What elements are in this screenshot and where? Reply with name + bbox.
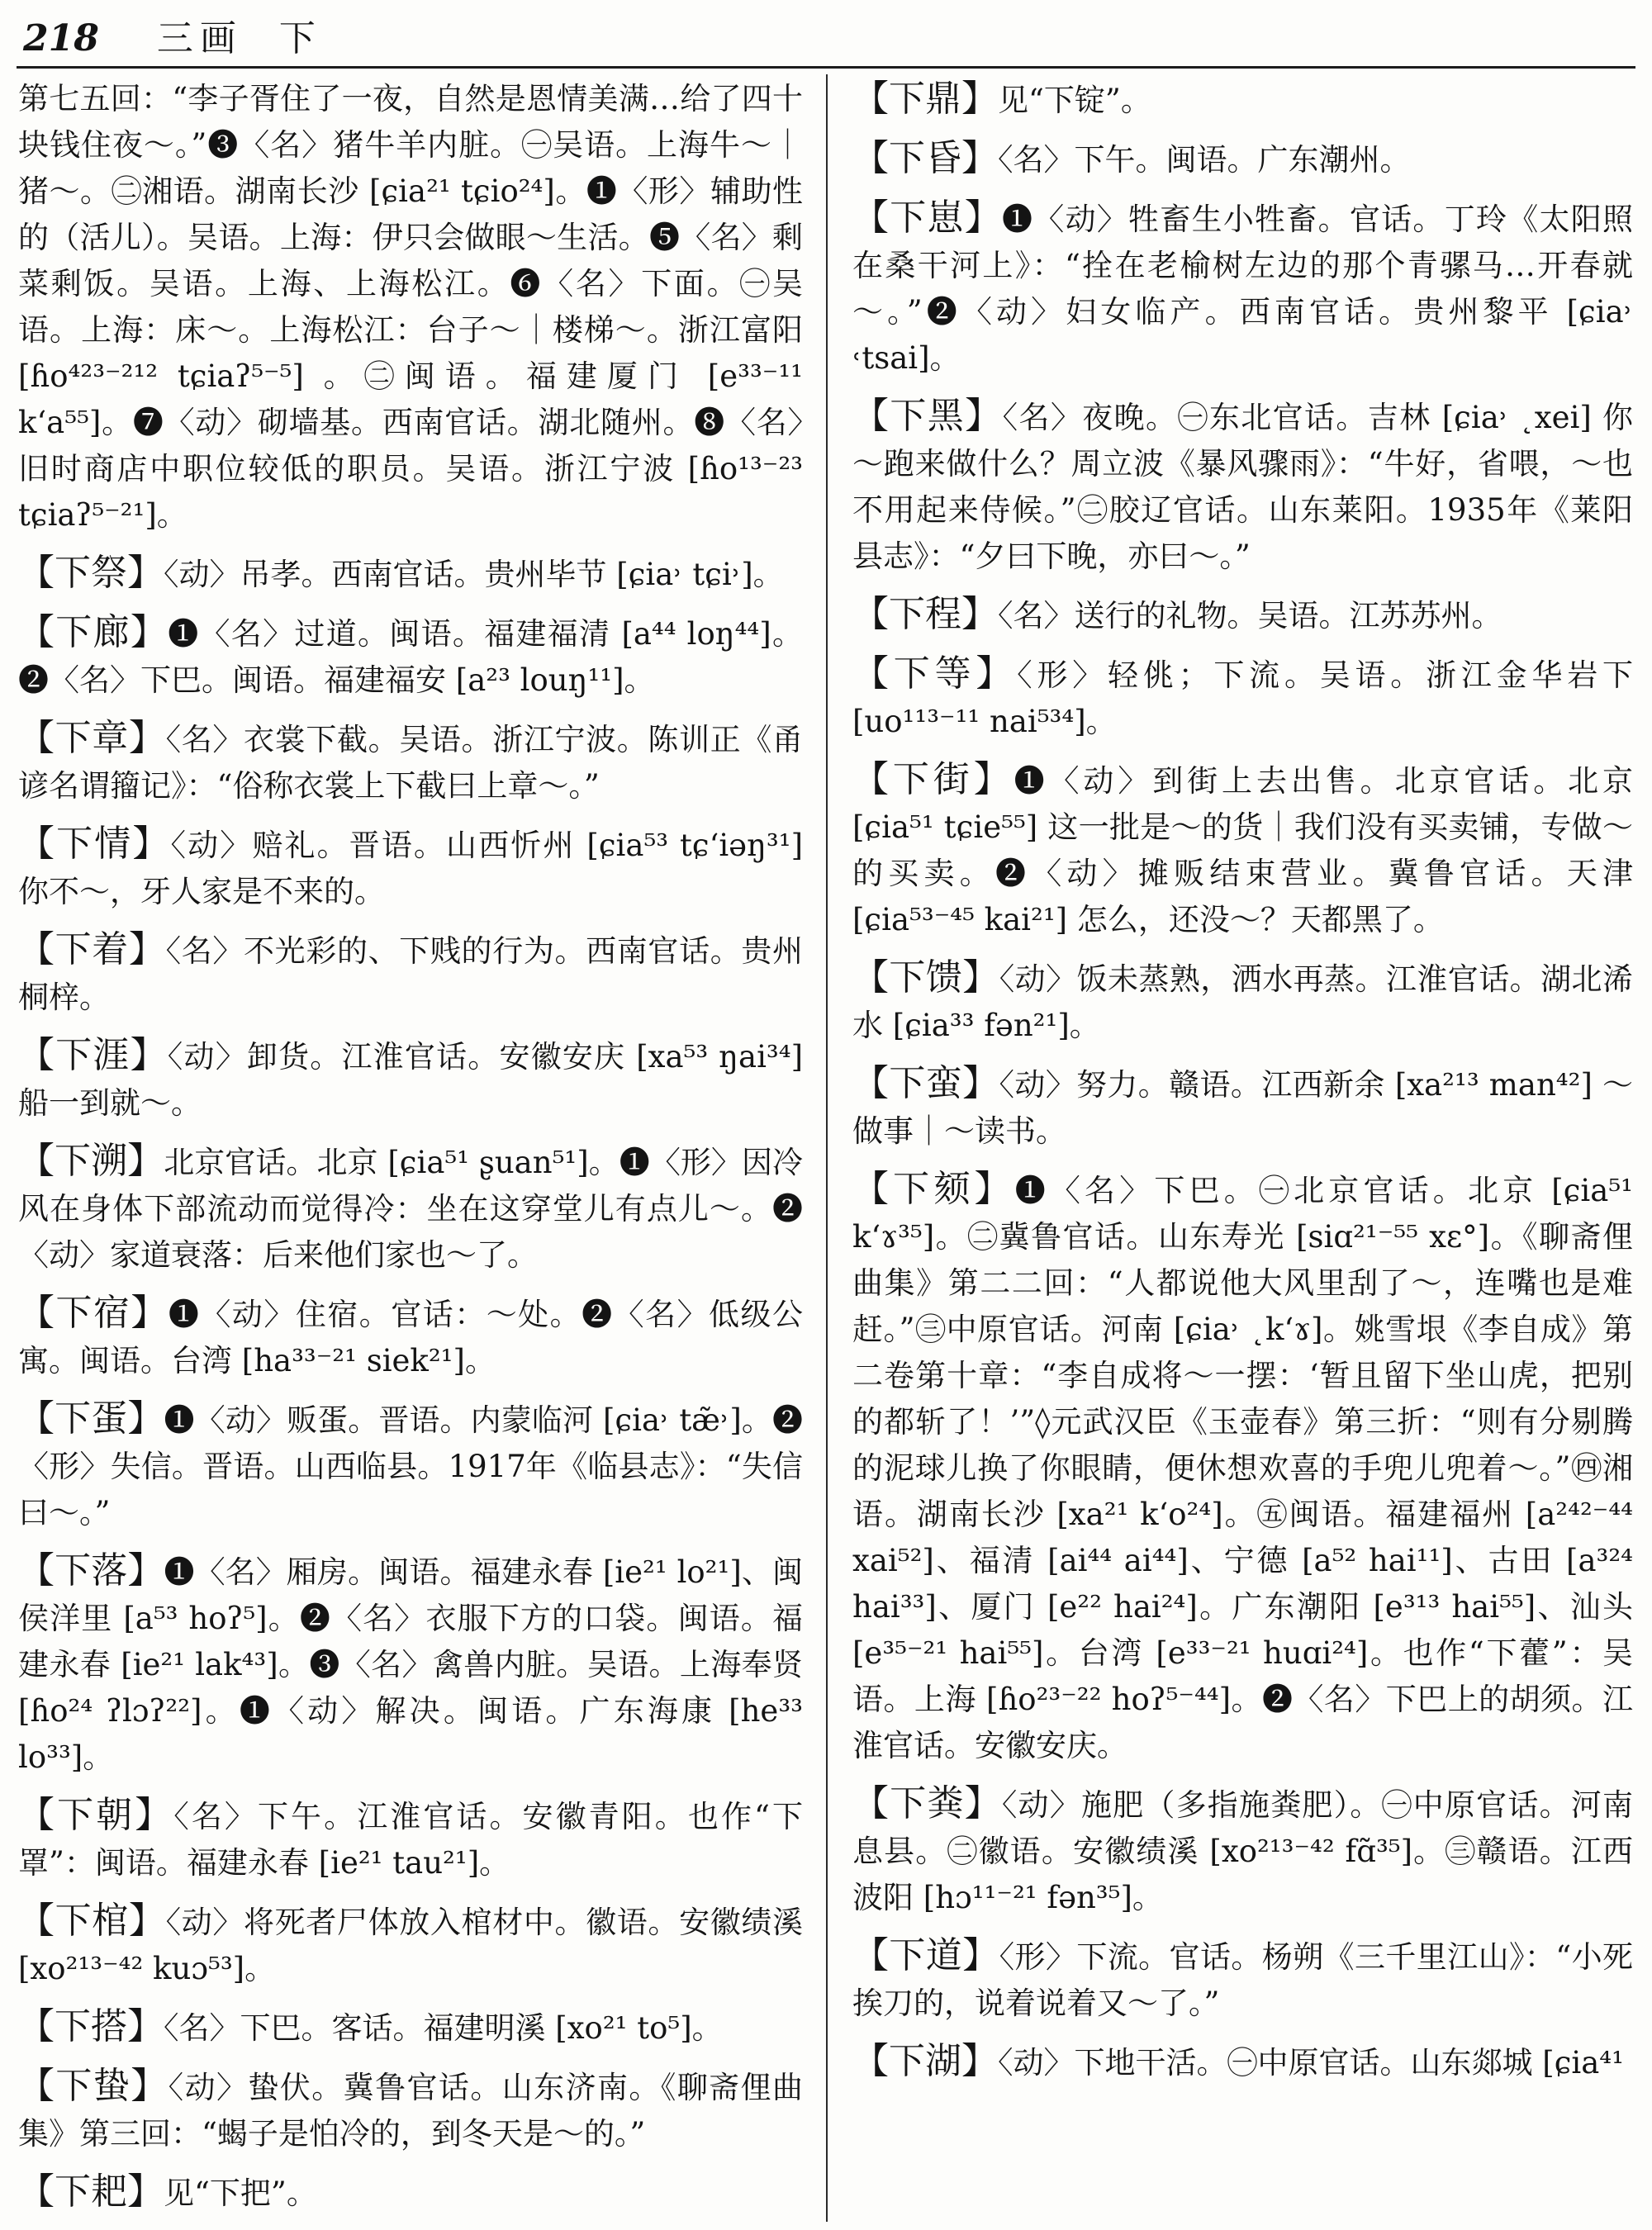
entry (852, 591, 1633, 639)
entry-text: ❶〈动〉到街上去出售。北京官话。北京 [ɕia⁵¹ tɕie⁵⁵] 这一批是～的货｜我们没有买卖铺，专做～的买卖。❷〈动〉摊贩结束营业。冀鲁官话。天津 [ɕia⁵³⁻⁴⁵ kai²¹] 怎么，还没～？天都黑了。 (852, 763, 1633, 937)
entry (18, 2169, 803, 2217)
entry-headword: 【下程】 (852, 593, 998, 635)
entry-headword: 【下耙】 (18, 2171, 164, 2213)
entry-headword: 【下馈】 (852, 956, 999, 999)
entry-headword: 【下颏】 (852, 1168, 1015, 1210)
entry-text: ❶〈动〉贩蛋。晋语。内蒙临河 [ɕia˒ tæ̃˒]。❷〈形〉失信。晋语。山西临县。1917年《临县志》：“失信曰～。” (18, 1402, 803, 1530)
entry (18, 2004, 803, 2052)
entry-text: 〈动〉将死者尸体放入棺材中。徽语。安徽绩溪 [xo²¹³⁻⁴² kuɔ⁵³]。 (18, 1905, 803, 1986)
entry (852, 757, 1633, 943)
entry (18, 821, 803, 915)
entry (852, 1933, 1633, 2027)
entry-text: ❶〈动〉牲畜生小牲畜。官话。丁玲《太阳照在桑干河上》：“拴在老榆树左边的那个青骡马…开春就～。”❷〈动〉妇女临产。西南官话。贵州黎平 [ɕia˒ ˓tsai]。 (852, 202, 1633, 376)
entry-headword: 【下溯】 (18, 1140, 164, 1182)
entry-text: 第七五回：“李子胥住了一夜，自然是恩情美满…给了四十块钱住夜～。”❸〈名〉猪牛羊内脏。㊀吴语。上海牛～｜猪～。㊁湘语。湖南长沙 [ɕia²¹ tɕio²⁴]。❶〈形〉辅助性的（活儿）。吴语。上海：伊只会做眼～生活。❺〈名〉剩菜剩饭。吴语。上海、上海松江。❻〈名〉下面。㊀吴语。上海：床～。上海松江：台子～｜楼梯～。浙江富阳 [ɦo⁴²³⁻²¹² tɕiaʔ⁵⁻⁵] 。㊁闽语。福建厦门 [e³³⁻¹¹ kʻa⁵⁵]。❼〈动〉砌墙基。西南官话。湖北随州。❽〈名〉旧时商店中职位较低的职员。吴语。浙江宁波 [ɦo¹³⁻²³ tɕiaʔ⁵⁻²¹]。 (18, 81, 803, 533)
entry-headword: 【下廊】 (18, 611, 169, 653)
entry (18, 2063, 803, 2157)
entry-text: ❶〈名〉厢房。闽语。福建永春 [ie²¹ lo²¹]、闽侯洋里 [a⁵³ hoʔ⁵]。❷〈名〉衣服下方的口袋。闽语。福建永春 [ie²¹ lak⁴³]。❸〈名〉禽兽内脏。吴语。上海奉贤 [ɦo²⁴ ʔlɔʔ²²]。❶〈动〉解决。闽语。广东海康 [he³³ lo³³]。 (18, 1554, 803, 1775)
page-number: 218 (23, 17, 99, 59)
entry-text: ❶〈动〉住宿。官话：～处。❷〈名〉低级公寓。闽语。台湾 [ha³³⁻²¹ siek²¹]。 (18, 1297, 803, 1378)
entry-headword: 【下湖】 (852, 2040, 998, 2082)
entry (852, 76, 1633, 124)
entry (18, 1792, 803, 1886)
section-label: 三画 (156, 17, 243, 59)
entry-headword: 【下黑】 (852, 395, 1003, 437)
entry-text: 〈形〉下流。官话。杨朔《三千里江山》：“小死挨刀的，说着说着又～了。” (852, 1939, 1633, 2021)
entry-text: ❶〈名〉下巴。㊀北京官话。北京 [ɕia⁵¹ kʻɤ³⁵]。㊁冀鲁官话。山东寿光 [siɑ²¹⁻⁵⁵ xɛ°]。《聊斋俚曲集》第二二回：“人都说他大风里刮了～，连嘴也是难赶。”㊂中原官话。河南 [ɕia˒ ˛kʻɤ]。姚雪垠《李自成》第二卷第十章：“李自成将～一摆：‘暂且留下坐山虎，把别的都斩了！’”◊元武汉臣《玉壶春》第三折：“则有分剔腾的泥球儿换了你眼睛，便休想欢喜的手兜儿兜着～。”㊃湘语。湖南长沙 [xa²¹ kʻo²⁴]。㊄闽语。福建福州 [a²⁴²⁻⁴⁴ xai⁵²]、福清 [ai⁴⁴ ai⁴⁴]、宁德 [a⁵² hai¹¹]、古田 [a³²⁴ hai³³]、厦门 [e²² hai²⁴]。广东潮阳 [e³¹³ hai⁵⁵]、汕头 [e³⁵⁻²¹ hai⁵⁵]。台湾 [e³³⁻²¹ huɑi²⁴]。也作“下藿”：吴语。上海 [ɦo²³⁻²² hoʔ⁵⁻⁴⁴]。❷〈名〉下巴上的胡须。江淮官话。安徽安庆。 (852, 1173, 1633, 1763)
entry-text: 北京官话。北京 [ɕia⁵¹ ʂuan⁵¹]。❶〈形〉因冷风在身体下部流动而觉得冷：坐在这穿堂儿有点儿～。❷〈动〉家道衰落：后来他们家也～了。 (18, 1145, 803, 1273)
entry-headword: 【下着】 (18, 928, 166, 970)
entry-headword: 【下涯】 (18, 1034, 168, 1076)
left-column (18, 76, 803, 2223)
entry-text: 〈动〉下地干活。㊀中原官话。山东郯城 [ɕia⁴¹ (998, 2045, 1624, 2081)
entry (18, 715, 803, 809)
entry-headword: 【下落】 (18, 1549, 164, 1592)
entry-text: 〈形〉轻佻；下流。吴语。浙江金华岩下 [uo¹¹³⁻¹¹ nai⁵³⁴]。 (852, 657, 1633, 739)
entry-headword: 【下昏】 (852, 137, 998, 179)
entry-headword: 【下章】 (18, 717, 166, 759)
entry (18, 927, 803, 1021)
entry-text: 〈名〉送行的礼物。吴语。江苏苏州。 (998, 598, 1502, 633)
entry-text: 〈名〉夜晚。㊀东北官话。吉林 [ɕia˒ ˛xei] 你～跑来做什么？周立波《暴风骤雨》：“牛好，省喂，～也不用起来侍候。”㊁胶辽官话。山东莱阳。1935年《莱阳县志》：“夕曰下晚，亦曰～。” (852, 400, 1633, 574)
entry-text: 〈动〉施肥（多指施粪肥）。㊀中原官话。河南息县。㊁徽语。安徽绩溪 [xo²¹³⁻⁴² fɑ̃³⁵]。㊂赣语。江西波阳 [hɔ¹¹⁻²¹ fən³⁵]。 (852, 1787, 1633, 1915)
entry-text: 〈名〉下巴。客话。福建明溪 [xo²¹ to⁵]。 (164, 2010, 723, 2046)
entry-text: 见“下锭”。 (998, 83, 1151, 118)
right-column (852, 76, 1633, 2223)
entry (852, 651, 1633, 745)
entry-headword: 【下粪】 (852, 1782, 1002, 1824)
entry (18, 1138, 803, 1279)
entry-text: 〈动〉饭未蒸熟，洒水再蒸。江淮官话。湖北浠水 [ɕia³³ fən²¹]。 (852, 961, 1633, 1043)
entry (852, 393, 1633, 580)
entry (852, 195, 1633, 382)
entry-text: 〈动〉赔礼。晋语。山西忻州 [ɕia⁵³ tɕʻiəŋ³¹] 你不～，牙人家是不来的。 (18, 828, 803, 909)
entry-text: 见“下把”。 (164, 2175, 317, 2211)
entry (18, 550, 803, 598)
entry-headword: 【下情】 (18, 823, 171, 865)
entry-headword: 【下道】 (852, 1934, 999, 1976)
header-rule (17, 66, 1635, 69)
entry-headword: 【下宿】 (18, 1292, 169, 1334)
entry (852, 1781, 1633, 1921)
entry-headword: 【下鼎】 (852, 78, 998, 120)
entry (18, 1290, 803, 1384)
entry-headword: 【下等】 (852, 652, 1018, 695)
entry-headword: 【下搭】 (18, 2005, 164, 2047)
entry (18, 1548, 803, 1781)
entry-continuation (18, 76, 803, 539)
entry-headword: 【下蛋】 (18, 1397, 164, 1440)
entry-text: 〈动〉努力。赣语。江西新余 [xa²¹³ man⁴²] ～做事｜～读书。 (852, 1067, 1633, 1149)
entry-headword: 【下朝】 (18, 1794, 174, 1836)
entry-headword: 【下蛮】 (852, 1062, 999, 1104)
entry-headword: 【下祭】 (18, 552, 164, 594)
entry (18, 1032, 803, 1127)
entry (18, 610, 803, 704)
entry-text: 〈名〉不光彩的、下贱的行为。西南官话。贵州桐梓。 (18, 933, 803, 1015)
entry-headword: 【下街】 (852, 758, 1014, 800)
entry (852, 1166, 1633, 1769)
entry-text: ❶〈名〉过道。闽语。福建福清 [a⁴⁴ loŋ⁴⁴]。❷〈名〉下巴。闽语。福建福安 [a²³ louŋ¹¹]。 (18, 616, 803, 698)
entry-text: 〈名〉下午。江淮官话。安徽青阳。也作“下罩”：闽语。福建永春 [ie²¹ tau²¹]。 (18, 1799, 803, 1881)
entry-text: 〈动〉蛰伏。冀鲁官话。山东济南。《聊斋俚曲集》第三回：“蝎子是怕冷的，到冬天是～的。” (18, 2070, 803, 2152)
entry-headword: 【下棺】 (18, 1900, 166, 1942)
entry (18, 1396, 803, 1536)
entry-text: 〈名〉衣裳下截。吴语。浙江宁波。陈训正《甬谚名谓籀记》：“俗称衣裳上下截曰上章～。” (18, 722, 803, 804)
entry (852, 955, 1633, 1049)
entry (852, 2038, 1633, 2086)
entry-headword: 【下崽】 (852, 197, 1003, 239)
entry-text: 〈动〉卸货。江淮官话。安徽安庆 [xa⁵³ ŋai³⁴] 船一到就～。 (18, 1039, 803, 1121)
entry-text: 〈动〉吊孝。西南官话。贵州毕节 [ɕia˒ tɕi˒]。 (164, 557, 784, 592)
column-divider (826, 74, 828, 2222)
page-header (23, 10, 1642, 68)
entry (18, 1898, 803, 1992)
entry-text: 〈名〉下午。闽语。广东潮州。 (998, 142, 1411, 178)
entry-headword: 【下蛰】 (18, 2065, 169, 2107)
entry (852, 1060, 1633, 1155)
entry (852, 135, 1633, 183)
header-character: 下 (278, 17, 316, 59)
